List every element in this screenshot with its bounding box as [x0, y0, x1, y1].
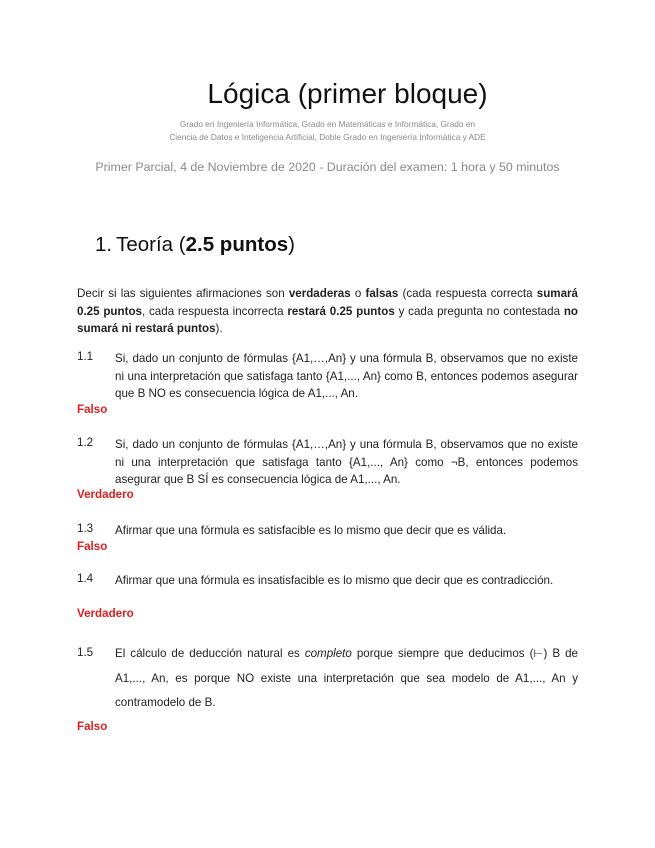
instructions [77, 285, 578, 338]
section-points: 2.5 puntos [185, 233, 289, 256]
degree-list-line-2: Ciencia de Datos e Inteligencia Artificial, Doble Grado en Ingeniería Informática y ADE [169, 132, 486, 142]
question-1-1 [77, 350, 578, 403]
question-text: Si, dado un conjunto de fórmulas {A1,…,An} y una fórmula B, observamos que no existe ni una interpretación que satisfaga tanto {A1,..., An} como B, entonces podemos asegurar que B NO es consecuencia lógica de A1,..., An. [115, 352, 578, 400]
exam-info: Primer Parcial, 4 de Noviembre de 2020 - Duración del examen: 1 hora y 50 minutos [95, 160, 560, 174]
instructions-text: (cada respuesta correcta [398, 287, 537, 300]
degree-list [0, 118, 655, 144]
question-number: 1.5 [77, 646, 94, 659]
question-text-part: El cálculo de deducción natural es [115, 647, 305, 660]
instructions-text: , cada respuesta incorrecta [142, 304, 288, 318]
section-title-suffix: ) [288, 233, 295, 256]
question-text: Afirmar que una fórmula es satisfacible es lo mismo que decir que es válida. [115, 524, 507, 537]
instructions-bold: restará 0.25 puntos [287, 304, 395, 318]
instructions-bold: verdaderas [288, 287, 351, 300]
question-text-italic: completo [304, 647, 352, 660]
section-heading [95, 233, 295, 257]
instructions-bold: falsas [365, 287, 399, 300]
question-text-part: porque siempre que deducimos (⊢) B de A1,..., An, es porque NO existe una interpretación que sea modelo de A1,..., An y contramodelo de B. [115, 647, 579, 709]
question-number: 1.3 [77, 522, 94, 535]
question-number: 1.4 [77, 572, 94, 585]
question-text: Afirmar que una fórmula es insatisfacible es lo mismo que decir que es contradicción. [115, 574, 554, 587]
answer-1-5: Falso [77, 720, 108, 733]
question-text: Si, dado un conjunto de fórmulas {A1,…,An} y una fórmula B, observamos que no existe ni una interpretación que satisfaga tanto {A1,..., An} como ¬B, entonces podemos asegurar que B SÍ es consecuencia lógica de A1,..., An. [115, 438, 578, 486]
instructions-text: ). [215, 322, 223, 335]
question-text [115, 642, 578, 716]
question-1-4 [77, 572, 578, 590]
answer-1-3: Falso [77, 540, 108, 553]
degree-list-line-1: Grado en Ingeniería Informática, Grado en Matemáticas e Informática, Grado en [179, 119, 476, 129]
question-number: 1.1 [77, 350, 94, 363]
question-number: 1.2 [77, 436, 94, 449]
answer-1-4: Verdadero [77, 607, 134, 620]
section-title-prefix: Teoría ( [116, 233, 186, 256]
instructions-text: o [350, 287, 366, 300]
section-number: 1. [95, 233, 113, 256]
question-1-5 [77, 642, 578, 716]
instructions-bold: sumará 0.25 puntos [77, 287, 578, 318]
question-1-3 [77, 522, 578, 540]
answer-1-2: Verdadero [77, 488, 134, 501]
instructions-bold: no sumará ni restará puntos [77, 304, 578, 335]
question-1-2 [77, 436, 578, 489]
answer-1-1: Falso [77, 403, 108, 416]
instructions-text: y cada pregunta no contestada [394, 304, 564, 318]
instructions-text: Decir si las siguientes afirmaciones son [77, 287, 289, 300]
page-title: Lógica (primer bloque) [207, 78, 488, 109]
